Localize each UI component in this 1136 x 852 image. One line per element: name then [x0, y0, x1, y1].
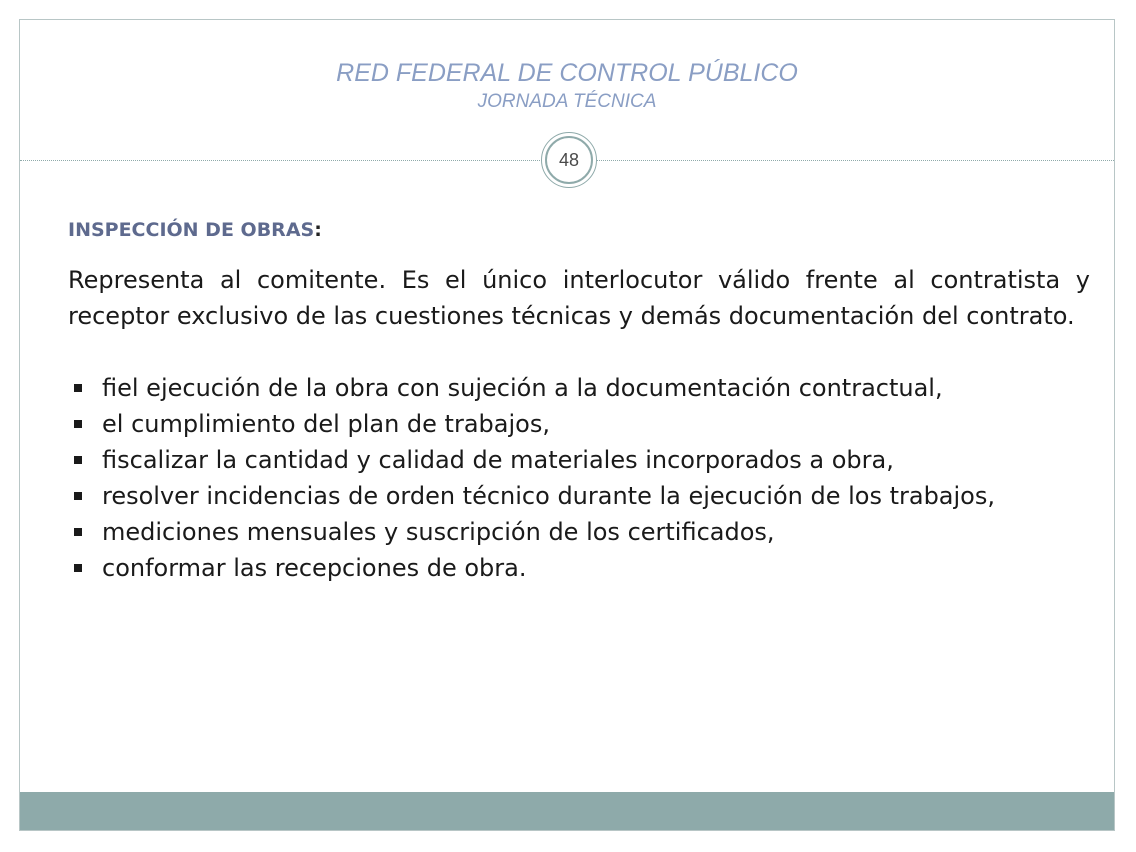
slide: [19, 19, 1115, 831]
header-subtitle: JORNADA TÉCNICA: [477, 91, 657, 112]
square-bullet-icon: [74, 384, 82, 392]
square-bullet-icon: [74, 492, 82, 500]
list-item-text: fiscalizar la cantidad y calidad de materiales incorporados a obra,: [102, 446, 894, 474]
square-bullet-icon: [74, 528, 82, 536]
section-heading-text: INSPECCIÓN DE OBRAS: [68, 219, 315, 241]
list-item: [68, 406, 1090, 442]
list-item: [68, 370, 1090, 406]
footer-band: [20, 792, 1114, 830]
header-title: RED FEDERAL DE CONTROL PÚBLICO: [336, 59, 798, 87]
list-item-text: conformar las recepciones de obra.: [102, 554, 527, 582]
list-item: [68, 550, 1090, 586]
list-item: [68, 442, 1090, 478]
page-number-badge: [541, 132, 597, 188]
list-item-text: mediciones mensuales y suscripción de los certificados,: [102, 518, 775, 546]
section-heading-colon: :: [314, 219, 322, 241]
list-item: [68, 478, 1090, 514]
list-item-text: resolver incidencias de orden técnico durante la ejecución de los trabajos,: [102, 482, 995, 510]
square-bullet-icon: [74, 420, 82, 428]
section-heading: [68, 212, 1090, 248]
list-item-text: fiel ejecución de la obra con sujeción a la documentación contractual,: [102, 374, 943, 402]
intro-paragraph: Representa al comitente. Es el único interlocutor válido frente al contratista y receptor exclusivo de las cuestiones técnicas y demás documentación del contrato.: [68, 266, 1090, 330]
list-item: [68, 514, 1090, 550]
square-bullet-icon: [74, 564, 82, 572]
slide-content: [68, 212, 1090, 586]
bullet-list: [68, 370, 1090, 586]
list-item-text: el cumplimiento del plan de trabajos,: [102, 410, 550, 438]
page-number: 48: [545, 136, 593, 184]
square-bullet-icon: [74, 456, 82, 464]
